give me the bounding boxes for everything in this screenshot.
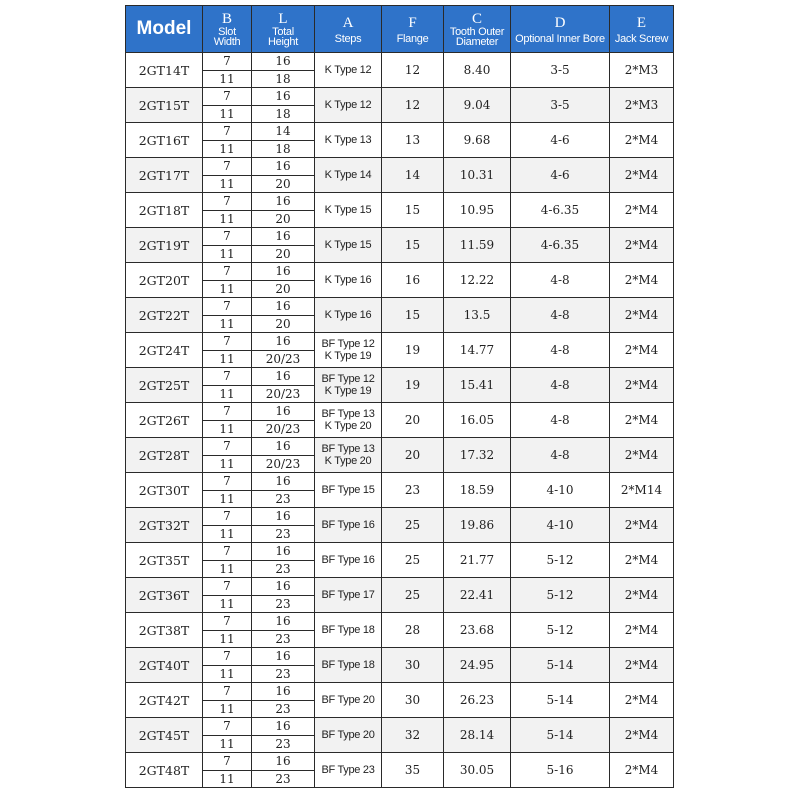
header-letter: L <box>278 11 288 27</box>
slot-width-cell: 7 <box>203 88 252 106</box>
total-height-cell: 23 <box>252 700 315 718</box>
total-height-cell: 16 <box>252 438 315 456</box>
total-height-cell: 16 <box>252 543 315 561</box>
total-height-cell: 16 <box>252 298 315 316</box>
flange-cell: 16 <box>382 263 444 298</box>
table-row <box>126 263 674 281</box>
flange-cell: 25 <box>382 543 444 578</box>
total-height-cell: 23 <box>252 490 315 508</box>
total-height-cell: 20 <box>252 175 315 193</box>
steps-cell <box>315 333 382 368</box>
steps-label: K Type 16 <box>324 274 372 286</box>
slot-width-cell: 7 <box>203 473 252 491</box>
slot-width-cell: 7 <box>203 333 252 351</box>
jack-screw-cell: 2*M4 <box>610 648 674 683</box>
total-height-cell: 23 <box>252 560 315 578</box>
model-cell: 2GT15T <box>126 88 203 123</box>
slot-width-cell: 7 <box>203 53 252 71</box>
total-height-cell: 16 <box>252 193 315 211</box>
steps-label: K Type 20 <box>324 455 372 467</box>
table-row <box>126 438 674 456</box>
inner-bore-cell: 3-5 <box>511 53 610 88</box>
jack-screw-cell: 2*M4 <box>610 543 674 578</box>
jack-screw-cell: 2*M4 <box>610 578 674 613</box>
jack-screw-cell: 2*M4 <box>610 158 674 193</box>
header-steps <box>315 6 382 53</box>
total-height-cell: 16 <box>252 263 315 281</box>
header-letter: D <box>554 14 566 31</box>
table-header <box>126 6 674 53</box>
steps-label: K Type 15 <box>324 204 372 216</box>
model-cell: 2GT18T <box>126 193 203 228</box>
steps-label: K Type 13 <box>324 134 372 146</box>
slot-width-cell: 11 <box>203 70 252 88</box>
total-height-cell: 16 <box>252 718 315 736</box>
inner-bore-cell: 4-6 <box>511 158 610 193</box>
inner-bore-cell: 4-8 <box>511 298 610 333</box>
header-label: Optional Inner Bore <box>515 32 605 45</box>
table-row <box>126 683 674 701</box>
header-total-height <box>252 6 315 53</box>
table-row <box>126 648 674 666</box>
inner-bore-cell: 4-8 <box>511 403 610 438</box>
flange-cell: 23 <box>382 473 444 508</box>
inner-bore-cell: 4-8 <box>511 263 610 298</box>
header-slot-width <box>203 6 252 53</box>
steps-label: K Type 20 <box>324 420 372 432</box>
tooth-outer-diameter-cell: 15.41 <box>444 368 511 403</box>
table-row <box>126 578 674 596</box>
total-height-cell: 18 <box>252 105 315 123</box>
inner-bore-cell: 5-12 <box>511 613 610 648</box>
model-cell: 2GT45T <box>126 718 203 753</box>
steps-label: BF Type 15 <box>321 484 375 496</box>
total-height-cell: 20 <box>252 210 315 228</box>
header-label: Flange <box>396 32 429 45</box>
slot-width-cell: 7 <box>203 403 252 421</box>
slot-width-cell: 11 <box>203 525 252 543</box>
table-row <box>126 228 674 246</box>
total-height-cell: 16 <box>252 228 315 246</box>
tooth-outer-diameter-cell: 30.05 <box>444 753 511 788</box>
steps-cell <box>315 683 382 718</box>
tooth-outer-diameter-cell: 19.86 <box>444 508 511 543</box>
slot-width-cell: 7 <box>203 718 252 736</box>
slot-width-cell: 11 <box>203 490 252 508</box>
steps-cell <box>315 158 382 193</box>
total-height-cell: 20/23 <box>252 420 315 438</box>
jack-screw-cell: 2*M4 <box>610 508 674 543</box>
steps-cell <box>315 578 382 613</box>
steps-cell <box>315 88 382 123</box>
tooth-outer-diameter-cell: 9.04 <box>444 88 511 123</box>
model-cell: 2GT19T <box>126 228 203 263</box>
model-cell: 2GT35T <box>126 543 203 578</box>
inner-bore-cell: 5-14 <box>511 683 610 718</box>
header-label: Jack Screw <box>614 32 669 45</box>
total-height-cell: 14 <box>252 123 315 141</box>
tooth-outer-diameter-cell: 14.77 <box>444 333 511 368</box>
model-cell: 2GT26T <box>126 403 203 438</box>
slot-width-cell: 7 <box>203 193 252 211</box>
slot-width-cell: 11 <box>203 630 252 648</box>
slot-width-cell: 11 <box>203 770 252 788</box>
slot-width-cell: 11 <box>203 315 252 333</box>
slot-width-cell: 7 <box>203 123 252 141</box>
total-height-cell: 18 <box>252 70 315 88</box>
inner-bore-cell: 4-8 <box>511 333 610 368</box>
header-letter: E <box>636 14 647 31</box>
header-model-label: Model <box>136 18 192 39</box>
total-height-cell: 20 <box>252 280 315 298</box>
table-row <box>126 508 674 526</box>
inner-bore-cell: 4-6.35 <box>511 228 610 263</box>
tooth-outer-diameter-cell: 22.41 <box>444 578 511 613</box>
total-height-cell: 16 <box>252 88 315 106</box>
table-row <box>126 613 674 631</box>
model-cell: 2GT42T <box>126 683 203 718</box>
flange-cell: 25 <box>382 508 444 543</box>
slot-width-cell: 11 <box>203 560 252 578</box>
table-row <box>126 53 674 71</box>
flange-cell: 19 <box>382 333 444 368</box>
steps-cell <box>315 648 382 683</box>
table-row <box>126 88 674 106</box>
inner-bore-cell: 4-8 <box>511 368 610 403</box>
flange-cell: 20 <box>382 438 444 473</box>
jack-screw-cell: 2*M4 <box>610 718 674 753</box>
model-cell: 2GT28T <box>126 438 203 473</box>
model-cell: 2GT48T <box>126 753 203 788</box>
slot-width-cell: 7 <box>203 543 252 561</box>
slot-width-cell: 7 <box>203 158 252 176</box>
slot-width-cell: 11 <box>203 280 252 298</box>
steps-cell <box>315 543 382 578</box>
total-height-cell: 23 <box>252 735 315 753</box>
tooth-outer-diameter-cell: 16.05 <box>444 403 511 438</box>
model-cell: 2GT25T <box>126 368 203 403</box>
total-height-cell: 16 <box>252 403 315 421</box>
steps-label: BF Type 16 <box>321 519 375 531</box>
steps-label: BF Type 20 <box>321 729 375 741</box>
jack-screw-cell: 2*M4 <box>610 438 674 473</box>
steps-cell <box>315 368 382 403</box>
table-row <box>126 753 674 771</box>
tooth-outer-diameter-cell: 28.14 <box>444 718 511 753</box>
steps-label: K Type 16 <box>324 309 372 321</box>
slot-width-cell: 7 <box>203 613 252 631</box>
steps-label: K Type 14 <box>324 169 372 181</box>
steps-cell <box>315 263 382 298</box>
flange-cell: 32 <box>382 718 444 753</box>
inner-bore-cell: 3-5 <box>511 88 610 123</box>
slot-width-cell: 7 <box>203 578 252 596</box>
table-row <box>126 298 674 316</box>
slot-width-cell: 11 <box>203 350 252 368</box>
steps-label: BF Type 18 <box>321 624 375 636</box>
slot-width-cell: 7 <box>203 263 252 281</box>
flange-cell: 28 <box>382 613 444 648</box>
flange-cell: 35 <box>382 753 444 788</box>
header-flange <box>382 6 444 53</box>
header-letter: C <box>471 11 482 27</box>
model-cell: 2GT40T <box>126 648 203 683</box>
tooth-outer-diameter-cell: 9.68 <box>444 123 511 158</box>
total-height-cell: 23 <box>252 770 315 788</box>
inner-bore-cell: 5-12 <box>511 543 610 578</box>
slot-width-cell: 7 <box>203 508 252 526</box>
model-cell: 2GT32T <box>126 508 203 543</box>
slot-width-cell: 7 <box>203 683 252 701</box>
header-letter: F <box>408 14 417 31</box>
steps-label: K Type 12 <box>324 99 372 111</box>
tooth-outer-diameter-cell: 12.22 <box>444 263 511 298</box>
table-row <box>126 718 674 736</box>
flange-cell: 12 <box>382 88 444 123</box>
table-row <box>126 193 674 211</box>
steps-label: K Type 19 <box>324 350 372 362</box>
jack-screw-cell: 2*M4 <box>610 613 674 648</box>
slot-width-cell: 7 <box>203 298 252 316</box>
header-tooth-outer-diameter <box>444 6 511 53</box>
steps-cell <box>315 193 382 228</box>
header-label: Slot <box>218 26 236 38</box>
steps-label: K Type 15 <box>324 239 372 251</box>
flange-cell: 13 <box>382 123 444 158</box>
pulley-spec-table <box>125 5 674 788</box>
total-height-cell: 16 <box>252 508 315 526</box>
total-height-cell: 16 <box>252 683 315 701</box>
inner-bore-cell: 4-6 <box>511 123 610 158</box>
steps-cell <box>315 228 382 263</box>
slot-width-cell: 11 <box>203 665 252 683</box>
slot-width-cell: 7 <box>203 753 252 771</box>
inner-bore-cell: 4-6.35 <box>511 193 610 228</box>
steps-cell <box>315 613 382 648</box>
total-height-cell: 20/23 <box>252 385 315 403</box>
total-height-cell: 23 <box>252 630 315 648</box>
steps-cell <box>315 508 382 543</box>
jack-screw-cell: 2*M4 <box>610 333 674 368</box>
steps-cell <box>315 403 382 438</box>
inner-bore-cell: 4-10 <box>511 473 610 508</box>
header-row <box>126 6 674 53</box>
steps-cell <box>315 753 382 788</box>
steps-label: BF Type 13 <box>321 443 375 455</box>
jack-screw-cell: 2*M4 <box>610 263 674 298</box>
steps-cell <box>315 298 382 333</box>
header-label: Diameter <box>455 36 499 48</box>
total-height-cell: 23 <box>252 665 315 683</box>
table-row <box>126 543 674 561</box>
header-jack-screw <box>610 6 674 53</box>
table-row <box>126 333 674 351</box>
total-height-cell: 18 <box>252 140 315 158</box>
table-body <box>126 53 674 788</box>
total-height-cell: 16 <box>252 158 315 176</box>
slot-width-cell: 11 <box>203 140 252 158</box>
slot-width-cell: 11 <box>203 175 252 193</box>
tooth-outer-diameter-cell: 8.40 <box>444 53 511 88</box>
jack-screw-cell: 2*M4 <box>610 228 674 263</box>
tooth-outer-diameter-cell: 10.31 <box>444 158 511 193</box>
model-cell: 2GT17T <box>126 158 203 193</box>
flange-cell: 15 <box>382 193 444 228</box>
slot-width-cell: 11 <box>203 700 252 718</box>
model-cell: 2GT16T <box>126 123 203 158</box>
flange-cell: 25 <box>382 578 444 613</box>
model-cell: 2GT20T <box>126 263 203 298</box>
total-height-cell: 20/23 <box>252 455 315 473</box>
table-row <box>126 473 674 491</box>
table-row <box>126 368 674 386</box>
steps-label: BF Type 12 <box>321 373 375 385</box>
tooth-outer-diameter-cell: 11.59 <box>444 228 511 263</box>
total-height-cell: 16 <box>252 578 315 596</box>
tooth-outer-diameter-cell: 23.68 <box>444 613 511 648</box>
slot-width-cell: 7 <box>203 648 252 666</box>
inner-bore-cell: 4-10 <box>511 508 610 543</box>
flange-cell: 30 <box>382 648 444 683</box>
slot-width-cell: 11 <box>203 455 252 473</box>
flange-cell: 20 <box>382 403 444 438</box>
total-height-cell: 20/23 <box>252 350 315 368</box>
steps-label: BF Type 13 <box>321 408 375 420</box>
inner-bore-cell: 4-8 <box>511 438 610 473</box>
jack-screw-cell: 2*M4 <box>610 193 674 228</box>
slot-width-cell: 11 <box>203 735 252 753</box>
slot-width-cell: 11 <box>203 210 252 228</box>
header-letter: B <box>221 11 232 27</box>
steps-label: BF Type 23 <box>321 764 375 776</box>
inner-bore-cell: 5-16 <box>511 753 610 788</box>
header-model <box>126 6 203 53</box>
flange-cell: 15 <box>382 298 444 333</box>
steps-cell <box>315 123 382 158</box>
inner-bore-cell: 5-14 <box>511 648 610 683</box>
jack-screw-cell: 2*M4 <box>610 753 674 788</box>
steps-label: BF Type 12 <box>321 338 375 350</box>
header-optional-inner-bore <box>511 6 610 53</box>
tooth-outer-diameter-cell: 18.59 <box>444 473 511 508</box>
total-height-cell: 20 <box>252 245 315 263</box>
table-row <box>126 123 674 141</box>
tooth-outer-diameter-cell: 24.95 <box>444 648 511 683</box>
jack-screw-cell: 2*M3 <box>610 88 674 123</box>
total-height-cell: 23 <box>252 595 315 613</box>
slot-width-cell: 7 <box>203 228 252 246</box>
steps-label: BF Type 20 <box>321 694 375 706</box>
model-cell: 2GT30T <box>126 473 203 508</box>
header-label: Width <box>213 36 241 48</box>
model-cell: 2GT36T <box>126 578 203 613</box>
model-cell: 2GT14T <box>126 53 203 88</box>
steps-cell <box>315 53 382 88</box>
slot-width-cell: 11 <box>203 105 252 123</box>
total-height-cell: 16 <box>252 333 315 351</box>
inner-bore-cell: 5-12 <box>511 578 610 613</box>
slot-width-cell: 11 <box>203 385 252 403</box>
jack-screw-cell: 2*M4 <box>610 123 674 158</box>
tooth-outer-diameter-cell: 17.32 <box>444 438 511 473</box>
steps-cell <box>315 438 382 473</box>
flange-cell: 15 <box>382 228 444 263</box>
header-letter: A <box>342 14 354 31</box>
flange-cell: 30 <box>382 683 444 718</box>
total-height-cell: 23 <box>252 525 315 543</box>
jack-screw-cell: 2*M4 <box>610 683 674 718</box>
steps-cell <box>315 718 382 753</box>
header-label: Height <box>268 36 298 48</box>
slot-width-cell: 11 <box>203 595 252 613</box>
model-cell: 2GT22T <box>126 298 203 333</box>
total-height-cell: 16 <box>252 613 315 631</box>
header-label: Steps <box>334 32 362 45</box>
flange-cell: 14 <box>382 158 444 193</box>
jack-screw-cell: 2*M14 <box>610 473 674 508</box>
total-height-cell: 16 <box>252 53 315 71</box>
total-height-cell: 20 <box>252 315 315 333</box>
total-height-cell: 16 <box>252 648 315 666</box>
total-height-cell: 16 <box>252 473 315 491</box>
steps-label: K Type 12 <box>324 64 372 76</box>
flange-cell: 12 <box>382 53 444 88</box>
jack-screw-cell: 2*M3 <box>610 53 674 88</box>
model-cell: 2GT24T <box>126 333 203 368</box>
table-row <box>126 158 674 176</box>
steps-cell <box>315 473 382 508</box>
total-height-cell: 16 <box>252 368 315 386</box>
tooth-outer-diameter-cell: 21.77 <box>444 543 511 578</box>
jack-screw-cell: 2*M4 <box>610 298 674 333</box>
flange-cell: 19 <box>382 368 444 403</box>
steps-label: K Type 19 <box>324 385 372 397</box>
table-row <box>126 403 674 421</box>
inner-bore-cell: 5-14 <box>511 718 610 753</box>
tooth-outer-diameter-cell: 13.5 <box>444 298 511 333</box>
steps-label: BF Type 17 <box>321 589 375 601</box>
tooth-outer-diameter-cell: 26.23 <box>444 683 511 718</box>
slot-width-cell: 11 <box>203 245 252 263</box>
header-label: Tooth Outer <box>449 26 505 38</box>
steps-label: BF Type 18 <box>321 659 375 671</box>
total-height-cell: 16 <box>252 753 315 771</box>
steps-label: BF Type 16 <box>321 554 375 566</box>
slot-width-cell: 11 <box>203 420 252 438</box>
tooth-outer-diameter-cell: 10.95 <box>444 193 511 228</box>
slot-width-cell: 7 <box>203 438 252 456</box>
jack-screw-cell: 2*M4 <box>610 368 674 403</box>
model-cell: 2GT38T <box>126 613 203 648</box>
header-label: Total <box>272 26 294 38</box>
jack-screw-cell: 2*M4 <box>610 403 674 438</box>
slot-width-cell: 7 <box>203 368 252 386</box>
